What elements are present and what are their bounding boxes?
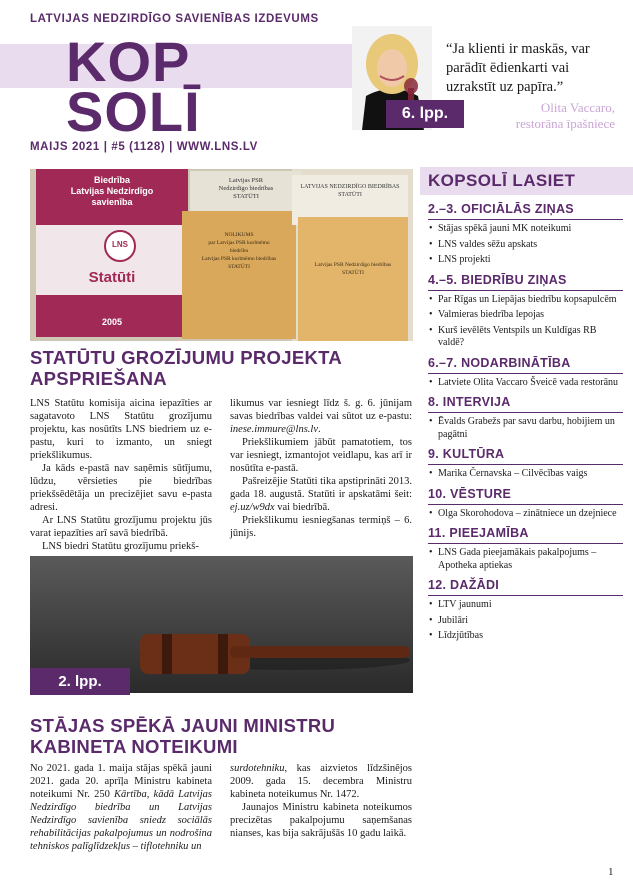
article2-title: STĀJAS SPĒKĀ JAUNI MINISTRU KABINETA NOTEIKUMI — [30, 715, 336, 757]
toc-item[interactable]: • LTV jaunumi — [428, 599, 623, 612]
book3-line2: par Latvijas PSR kurlmēmo — [208, 240, 270, 246]
toc-section — [428, 395, 623, 441]
book5-line2: STATŪTI — [342, 270, 364, 276]
toc-item[interactable]: • LNS projekti — [428, 254, 623, 267]
book5-line1: Latvijas PSR Nedzirdīgo biedrības — [314, 262, 392, 268]
article1-p6: Priekšlikumiem jābūt pamatotiem, tos var iesniegt, izmantojot veidlapu, kas arī ir nosūtīta e-pastā. — [230, 437, 412, 474]
statutes-link[interactable]: ej.uz/w9dx — [230, 502, 275, 513]
issue-line: MAIJS 2021 | #5 (1128) | WWW.LNS.LV — [30, 141, 258, 153]
article2-p1: No 2021. gada 1. maija stājas spēkā jauni 2021. gada 20. aprīļa Ministru kabineta noteikumi Nr. 250 Kārtība, kādā Latvijas Nedzirdīgo biedrība un Latvijas Nedzirdīgo savienība sniedz sociālās rehabilitācijas pakalpojumus un nodrošina tehniskos palīglīdzekļus – tiflotehniku un — [30, 763, 212, 852]
article2-col2 — [230, 762, 412, 840]
book3-line4: Latvijas PSR kurlmēmo biedrības — [201, 256, 277, 262]
toc-item[interactable]: • Stājas spēkā jauni MK noteikumi — [428, 223, 623, 236]
book2-line1: Latvijas PSR — [228, 177, 264, 184]
toc-section-title[interactable]: 12. DAŽĀDI — [428, 578, 623, 596]
article1-col1 — [30, 397, 212, 553]
toc-item[interactable]: • Valmieras biedrība lepojas — [428, 309, 623, 322]
toc-section — [428, 487, 623, 521]
article2-p2: surdotehniku, kas aizvietos līdzšinējos 2009. gada 15. decembra Ministru kabineta noteikumus Nr. 1472. — [230, 763, 412, 800]
publisher-line: LATVIJAS NEDZIRDĪGO SAVIENĪBAS IZDEVUMS — [30, 13, 319, 25]
book4-line2: STATŪTI — [338, 192, 362, 198]
book3-line5: STATŪTI — [228, 264, 250, 270]
quote-author — [470, 100, 615, 132]
article2-col1 — [30, 762, 212, 853]
email-link[interactable]: inese.immure@lns.lv — [230, 424, 319, 435]
toc-item[interactable]: • Olga Skorohodova – zinātniece un dzejniece — [428, 508, 623, 521]
quote-author-name: Olita Vaccaro, — [540, 100, 615, 115]
toc-section — [428, 526, 623, 572]
toc-section — [428, 273, 623, 350]
book1-line1: Biedrība — [93, 175, 130, 185]
toc-item[interactable]: • Ēvalds Grabežs par savu darbu, hobijiem un pagātni — [428, 416, 623, 441]
toc-section-title[interactable]: 11. PIEEJAMĪBA — [428, 526, 623, 544]
book1-line2: Latvijas Nedzirdīgo — [70, 186, 154, 196]
logo-line-1: KOP — [66, 30, 191, 93]
toc-item[interactable]: • LNS valdes sēžu apskats — [428, 239, 623, 252]
statutes-photo — [30, 169, 413, 341]
toc-section-title[interactable]: 9. KULTŪRA — [428, 447, 623, 465]
table-of-contents — [428, 202, 623, 649]
toc-section-title[interactable]: 4.–5. BIEDRĪBU ZIŅAS — [428, 273, 623, 291]
toc-item[interactable]: • LNS Gada pieejamākais pakalpojums – Apotheka aptiekas — [428, 547, 623, 572]
book2-line3: STATŪTI — [233, 193, 259, 200]
article1-p2: Ja kāds e-pastā nav saņēmis sūtījumu, lūdzu, vērsieties pie biedrības priekšsēdētāja un precizējiet savu e-pasta adresi. — [30, 463, 212, 513]
book1-line3: savienība — [91, 197, 133, 207]
article1-p4: LNS biedri Statūtu grozījumu priekš- — [42, 541, 199, 552]
toc-item[interactable]: • Latviete Olita Vaccaro Šveicē vada restorānu — [428, 377, 623, 390]
photo2-page-badge: 2. lpp. — [30, 668, 130, 695]
book1-year: 2005 — [101, 317, 123, 327]
toc-item[interactable]: • Kurš ievēlēts Ventspils un Kuldīgas RB valdē? — [428, 325, 623, 350]
book1-badge: LNS — [112, 240, 128, 249]
toc-section — [428, 578, 623, 643]
toc-item[interactable]: • Par Rīgas un Liepājas biedrību kopsapulcēm — [428, 294, 623, 307]
article1-p1: LNS Statūtu komisija aicina iepazīties ar sagatavoto LNS Statūtu grozījumu projektu, kas nosūtīts LNS biedriem uz e-pastu, kuri to izmanto, un sniegt priekšlikumus. — [30, 398, 212, 461]
book3-line3: biedrību — [229, 248, 249, 254]
toc-section-title[interactable]: 6.–7. NODARBINĀTĪBA — [428, 356, 623, 374]
toc-section-title[interactable]: 10. VĒSTURE — [428, 487, 623, 505]
quote-page-badge: 6. lpp. — [386, 100, 464, 128]
toc-title: KOPSOLĪ LASIET — [428, 171, 576, 190]
article1-title: STATŪTU GROZĪJUMU PROJEKTA APSPRIEŠANA — [30, 347, 342, 389]
book4-line1: LATVIJAS NEDZIRDĪGO BIEDRĪBAS — [300, 184, 400, 190]
book1-title: Statūti — [88, 269, 136, 286]
article1-p3: Ar LNS Statūtu grozījumu projektu jūs varat iepazīties arī savā biedrībā. — [30, 515, 212, 539]
logo-line-2: SOLĪ — [66, 80, 201, 143]
toc-section — [428, 447, 623, 481]
article1-p5: likumus var iesniegt līdz š. g. 6. jūnijam savas biedrības valdei vai sūtot uz e-pastu: inese.immure@lns.lv. — [230, 398, 412, 435]
article1-col2 — [230, 397, 412, 540]
book2-line2: Nedzirdīgo biedrības — [218, 185, 274, 192]
toc-section-title[interactable]: 8. INTERVIJA — [428, 395, 623, 413]
article2-p3: Jaunajos Ministru kabineta noteikumos precizētas pakalpojumu saņemšanas nianses, kas bija sakrājušās 10 gadu laikā. — [230, 802, 412, 839]
quote-author-role: restorāna īpašniece — [515, 116, 615, 131]
page-number: 1 — [608, 866, 614, 878]
toc-section — [428, 202, 623, 267]
toc-item[interactable]: • Marika Černavska – Cilvēcības vaigs — [428, 468, 623, 481]
toc-section — [428, 356, 623, 390]
cover-quote: “Ja klienti ir maskās, var parādīt ēdienkarti vai uzrakstīt uz papīra.” — [446, 41, 590, 95]
article1-p8: Priekšlikumu iesniegšanas termiņš – 6. jūnijs. — [230, 515, 412, 539]
article1-p7: Pašreizējie Statūti tika apstiprināti 2013. gada 18. augustā. Statūti ir apskatāmi šeit: ej.uz/w9dx vai biedrībā. — [230, 476, 413, 513]
toc-section-title[interactable]: 2.–3. OFICIĀLĀS ZIŅAS — [428, 202, 623, 220]
toc-item[interactable]: • Jubilāri — [428, 615, 623, 628]
toc-item[interactable]: • Līdzjūtības — [428, 630, 623, 643]
book3-line1: NOLIKUMS — [224, 232, 254, 238]
